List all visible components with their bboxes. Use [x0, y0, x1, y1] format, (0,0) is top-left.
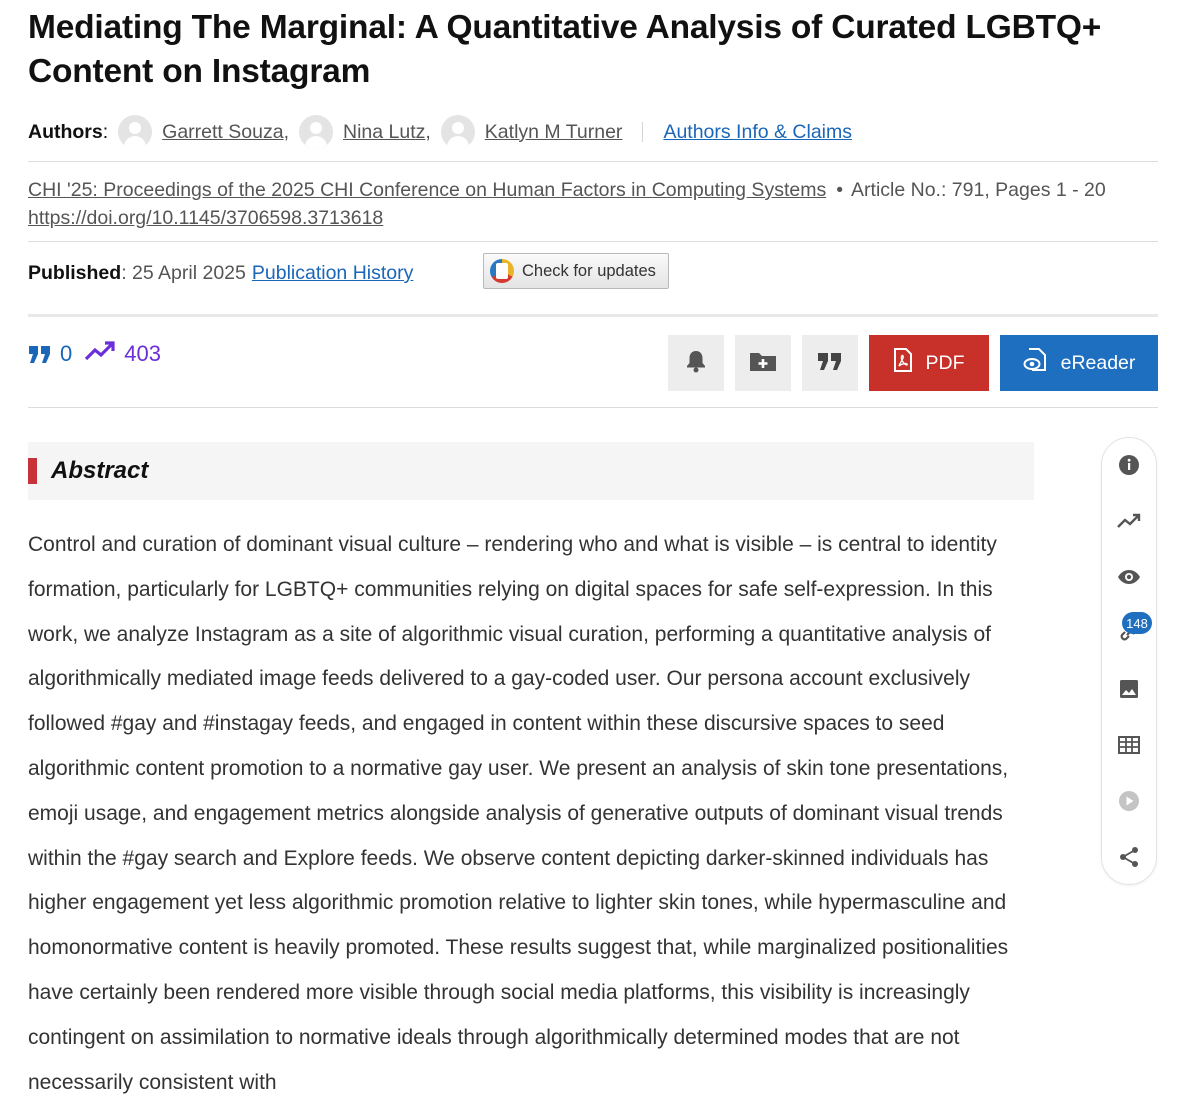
cite-button[interactable]: [802, 335, 858, 391]
info-icon[interactable]: [1116, 452, 1142, 478]
publication-history-link[interactable]: Publication History: [251, 262, 414, 284]
author-garrett-souza[interactable]: Garrett Souza ,: [118, 115, 289, 149]
proceedings-link[interactable]: CHI '25: Proceedings of the 2025 CHI Conference on Human Factors in Computing Systems: [28, 179, 827, 201]
divider: [28, 407, 1158, 408]
share-icon[interactable]: [1116, 844, 1142, 870]
add-to-binder-button[interactable]: [735, 335, 791, 391]
divider: [642, 122, 643, 142]
metrics-row: [28, 340, 161, 368]
abstract-heading: Abstract: [51, 457, 149, 484]
citation-count[interactable]: 0: [60, 341, 73, 366]
authors-label: Authors:: [28, 120, 109, 143]
crossmark-icon: [490, 259, 514, 283]
check-for-updates-button[interactable]: [483, 253, 669, 289]
ereader-label: eReader: [1060, 351, 1136, 374]
trending-icon[interactable]: [1116, 508, 1142, 534]
authors-info-claims-link[interactable]: Authors Info & Claims: [663, 120, 853, 143]
doi-link[interactable]: https://doi.org/10.1145/3706598.3713618: [28, 207, 384, 229]
check-for-updates-label: Check for updates: [522, 261, 656, 280]
play-icon[interactable]: [1116, 788, 1142, 814]
ereader-button[interactable]: [1000, 335, 1158, 391]
avatar: [118, 115, 152, 149]
abstract-section-header: [28, 442, 1034, 500]
article-title: Mediating The Marginal: A Quantitative Analysis of Curated LGBTQ+ Content on Instagram: [28, 9, 1102, 90]
published-date: : 25 April 2025: [121, 262, 246, 284]
article-number: Article No.: 791, Pages 1 - 20: [851, 179, 1106, 201]
references-count-badge: 148: [1122, 612, 1152, 634]
author-link[interactable]: Garrett Souza: [162, 120, 284, 143]
table-icon[interactable]: [1116, 732, 1142, 758]
bell-icon: [685, 349, 707, 378]
pdf-button[interactable]: [869, 335, 989, 391]
pdf-icon: [894, 348, 926, 378]
quote-icon: [28, 344, 52, 365]
authors-row: [28, 114, 852, 150]
pdf-label: PDF: [925, 351, 965, 374]
quote-icon: [817, 351, 843, 376]
trending-icon: [84, 340, 116, 368]
eye-icon[interactable]: [1116, 564, 1142, 590]
image-icon[interactable]: [1116, 676, 1142, 702]
author-link[interactable]: Katlyn M Turner: [484, 120, 623, 143]
action-toolbar: [657, 335, 1158, 391]
download-count[interactable]: 403: [124, 341, 161, 366]
alert-button[interactable]: [668, 335, 724, 391]
ereader-icon: [1023, 348, 1061, 378]
avatar: [299, 115, 333, 149]
author-nina-lutz[interactable]: Nina Lutz ,: [299, 115, 431, 149]
abstract-text: Control and curation of dominant visual culture – rendering who and what is visible – is central to identity formation, particularly for LGBTQ+ communities relying on digital spaces for safe self-expression. In this work, we analyze Instagram as a site of algorithmic visual curation, performing a quantitative analysis of algorithmically mediated image feeds delivered to a gay-coded user. Our persona account exclusively followed #gay and #instagay feeds, and engaged in content within these discursive spaces to seed algorithmic content promotion to a normative gay user. We present an analysis of skin tone presentations, emoji usage, and engagement metrics alongside analysis of generative outputs of dominant visual trends within the #gay search and Explore feeds. We observe content depicting darker-skinned individuals has higher engagement yet less algorithmic promotion relative to lighter skin tones, while hypermasculine and homonormative content is heavily promoted. These results suggest that, while marginalized positionalities have certainly been rendered more visible through social media platforms, this visibility is increasingly contingent on assimilation to normative ideals through algorithmically determined modes that are not necessarily consistent with: [28, 533, 1009, 1094]
divider: [28, 161, 1158, 162]
divider: [28, 314, 1158, 317]
divider: [28, 241, 1158, 242]
venue-info: CHI '25: Proceedings of the 2025 CHI Conference on Human Factors in Computing Systems • Article No.: 791, Pages 1 - 20 https://doi.org/10.1145/3706598.3713618: [28, 179, 1106, 229]
side-rail: [1101, 437, 1157, 885]
avatar: [441, 115, 475, 149]
section-marker: [28, 458, 37, 484]
published-row: [28, 262, 413, 285]
author-katlyn-turner[interactable]: [441, 115, 623, 149]
author-link[interactable]: Nina Lutz: [342, 120, 426, 143]
folder-plus-icon: [749, 350, 777, 377]
published-label: Published: [28, 262, 122, 284]
